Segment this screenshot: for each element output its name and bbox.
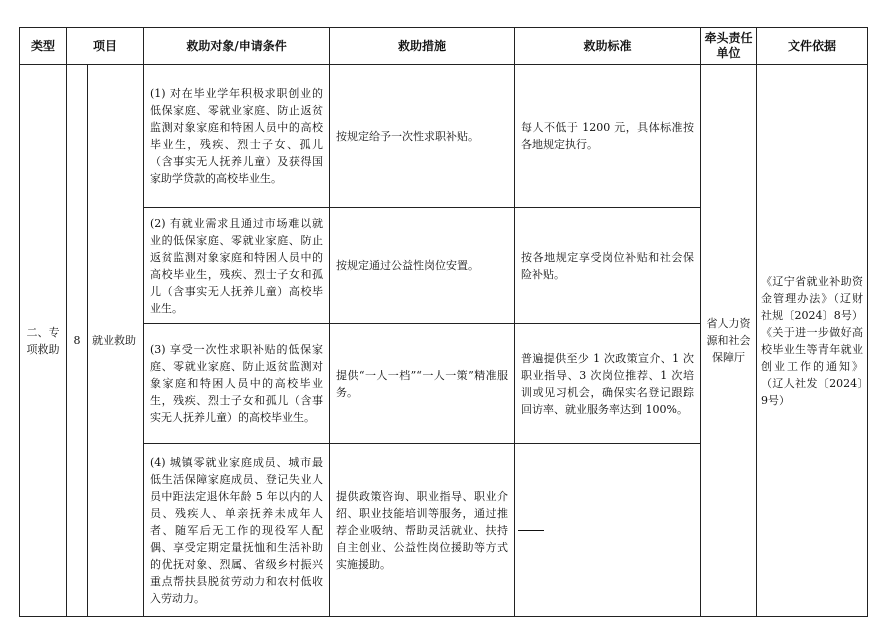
header-target: 救助对象/申请条件	[144, 28, 330, 65]
target-cell: (3) 享受一次性求职补贴的低保家庭、零就业家庭、防止返贫监测对象家庭和特困人员中的高校毕业生，残疾、烈士子女和孤儿（含事实无人抚养儿童）的高校毕业生。	[144, 324, 330, 444]
project-number-cell: 8	[67, 65, 88, 617]
measure-cell: 按规定通过公益性岗位安置。	[330, 208, 515, 324]
target-cell: (4) 城镇零就业家庭成员、城市最低生活保障家庭成员、登记失业人员中距法定退休年龄 5 年以内的人员、残疾人、单亲抚养未成年人者、随军后无工作的现役军人配偶、享受定期定量抚恤和生活补助的优抚对象、烈属、省级乡村振兴重点帮扶县脱贫劳动力和农村低收入劳动力。	[144, 444, 330, 617]
department-cell: 省人力资源和社会保障厅	[701, 65, 757, 617]
project-name-cell: 就业救助	[88, 65, 144, 617]
basis-cell: 《辽宁省就业补助资金管理办法》（辽财社规〔2024〕8号）《关于进一步做好高校毕业生等青年就业创业工作的通知》（辽人社发〔2024〕9号）	[757, 65, 868, 617]
standard-cell: 每人不低于 1200 元，具体标准按各地规定执行。	[515, 65, 701, 208]
header-standard: 救助标准	[515, 28, 701, 65]
standard-cell-empty	[515, 444, 701, 617]
header-project: 项目	[67, 28, 144, 65]
relief-policy-table	[19, 27, 868, 617]
category-cell: 二、专项救助	[20, 65, 67, 617]
standard-cell: 普遍提供至少 1 次政策宣介、1 次职业指导、3 次岗位推荐、1 次培训或见习机会，确保实名登记跟踪回访率、就业服务率达到 100%。	[515, 324, 701, 444]
table-row	[20, 65, 868, 208]
measure-cell: 提供“一人一档”“一人一策”精准服务。	[330, 324, 515, 444]
target-cell: (1) 对在毕业学年积极求职创业的低保家庭、零就业家庭、防止返贫监测对象家庭和特困人员中的高校毕业生，残疾、烈士子女、孤儿（含事实无人抚养儿童）及获得国家助学贷款的高校毕业生。	[144, 65, 330, 208]
header-row	[20, 28, 868, 65]
header-measure: 救助措施	[330, 28, 515, 65]
target-cell: (2) 有就业需求且通过市场难以就业的低保家庭、零就业家庭、防止返贫监测对象家庭和特困人员中的高校毕业生，残疾、烈士子女和孤儿（含事实无人抚养儿童）高校毕业生。	[144, 208, 330, 324]
measure-cell: 按规定给予一次性求职补贴。	[330, 65, 515, 208]
not-applicable-dash	[518, 530, 544, 531]
header-basis: 文件依据	[757, 28, 868, 65]
header-department: 牵头责任单位	[701, 28, 757, 65]
header-category: 类型	[20, 28, 67, 65]
measure-cell: 提供政策咨询、职业指导、职业介绍、职业技能培训等服务，通过推荐企业吸纳、帮助灵活就业、扶持自主创业、公益性岗位援助等方式实施援助。	[330, 444, 515, 617]
standard-cell: 按各地规定享受岗位补贴和社会保险补贴。	[515, 208, 701, 324]
